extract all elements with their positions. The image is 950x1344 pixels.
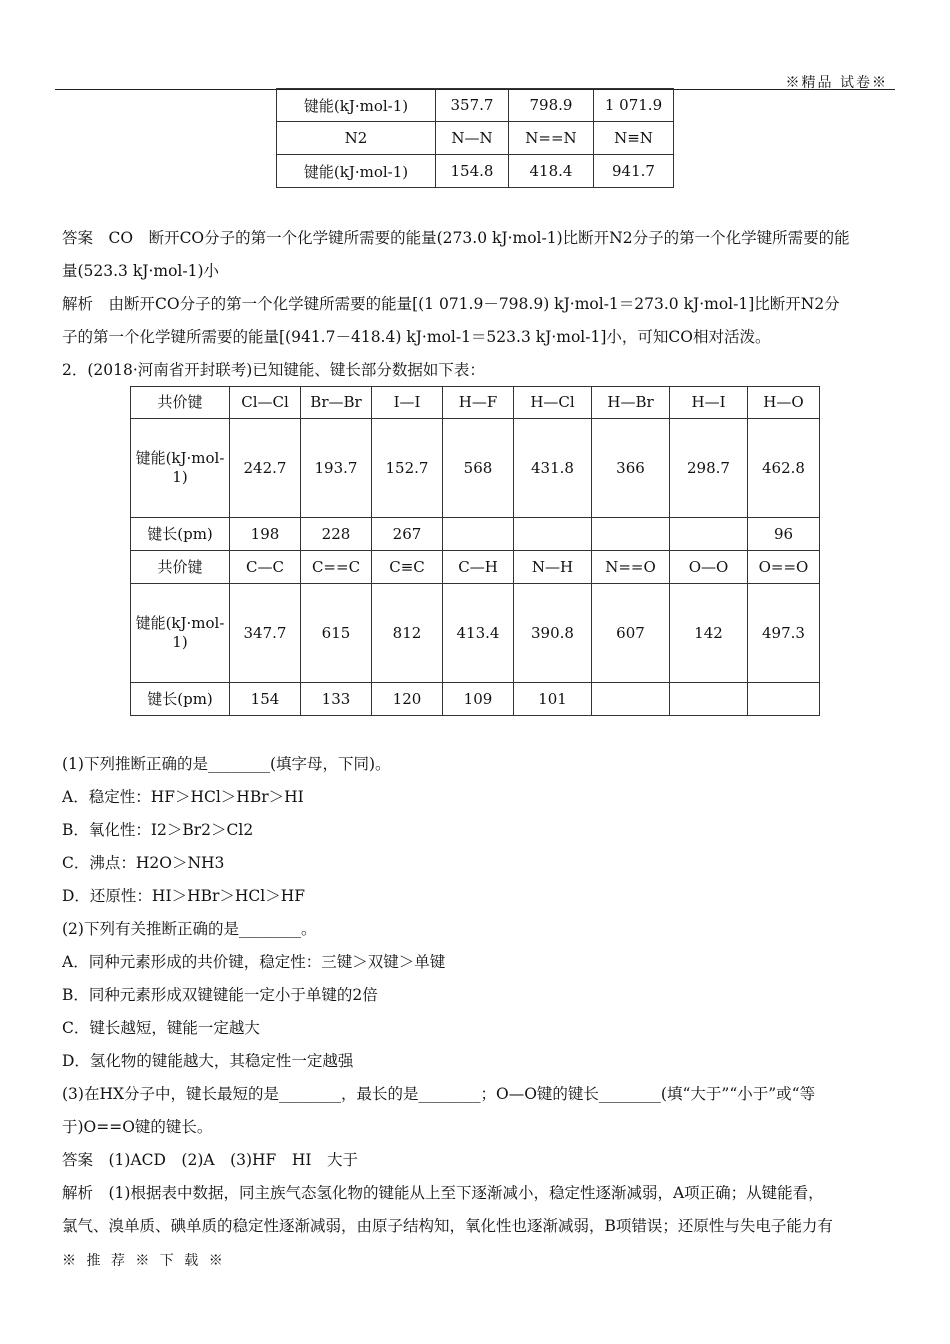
part-1-option-d: D．还原性：HI＞HBr＞HCl＞HF	[62, 887, 305, 905]
table-cell: 193.7	[301, 419, 372, 518]
table-cell: 键能(kJ·mol-1)	[131, 584, 230, 683]
table-cell: 798.9	[509, 89, 594, 122]
table-cell: Cl—Cl	[230, 387, 301, 419]
table-cell	[670, 683, 748, 716]
table-row	[277, 89, 674, 122]
table-cell: 568	[443, 419, 514, 518]
table-cell: 390.8	[514, 584, 592, 683]
table-cell: 154.8	[436, 155, 509, 188]
table-row	[277, 155, 674, 188]
answer-2: 答案 (1)ACD (2)A (3)HF HI 大于	[62, 1151, 358, 1169]
table-cell: N==N	[509, 122, 594, 155]
part-1-option-a: A．稳定性：HF＞HCl＞HBr＞HI	[62, 788, 304, 806]
table-cell: 413.4	[443, 584, 514, 683]
table-cell: 431.8	[514, 419, 592, 518]
table-cell: 228	[301, 518, 372, 551]
table-cell: H—F	[443, 387, 514, 419]
bond-energy-table-1	[276, 88, 674, 188]
table-cell: 366	[592, 419, 670, 518]
analysis-2-line-1: 解析 (1)根据表中数据，同主族气态氢化物的键能从上至下逐渐减小，稳定性逐渐减弱，A项正确；从键能看，	[62, 1184, 824, 1202]
table-row	[131, 387, 820, 419]
table-cell	[514, 518, 592, 551]
table-cell: 941.7	[594, 155, 674, 188]
table-cell: I—I	[372, 387, 443, 419]
table-cell: 357.7	[436, 89, 509, 122]
table-cell: 1 071.9	[594, 89, 674, 122]
table-cell	[748, 683, 820, 716]
part-1-stem: (1)下列推断正确的是________(填字母，下同)。	[62, 755, 391, 773]
table-cell	[592, 683, 670, 716]
table-cell	[670, 518, 748, 551]
page-footer: ※ 推 荐 ※ 下 载 ※	[62, 1253, 226, 1269]
table-cell: C≡C	[372, 551, 443, 584]
table-cell: 键长(pm)	[131, 683, 230, 716]
table-cell: 242.7	[230, 419, 301, 518]
part-2-stem: (2)下列有关推断正确的是________。	[62, 920, 317, 938]
table-cell: 812	[372, 584, 443, 683]
table-cell: 133	[301, 683, 372, 716]
table-row	[277, 122, 674, 155]
table-cell: 198	[230, 518, 301, 551]
table-cell: 共价键	[131, 551, 230, 584]
question-2-title: 2．(2018·河南省开封联考)已知键能、键长部分数据如下表：	[62, 361, 485, 379]
table-cell: 键能(kJ·mol-1)	[277, 155, 436, 188]
table-cell: 键能(kJ·mol-1)	[131, 419, 230, 518]
table-cell: 120	[372, 683, 443, 716]
table-cell: 键能(kJ·mol-1)	[277, 89, 436, 122]
part-2-option-d: D．氢化物的键能越大，其稳定性一定越强	[62, 1052, 354, 1070]
table-row	[131, 683, 820, 716]
table-cell: N≡N	[594, 122, 674, 155]
table-row	[131, 518, 820, 551]
table-cell: H—I	[670, 387, 748, 419]
table-cell: 267	[372, 518, 443, 551]
table-cell: N==O	[592, 551, 670, 584]
table-cell: 109	[443, 683, 514, 716]
table-cell: C==C	[301, 551, 372, 584]
table-cell: 96	[748, 518, 820, 551]
table-cell: Br—Br	[301, 387, 372, 419]
part-1-option-b: B．氧化性：I2＞Br2＞Cl2	[62, 821, 254, 839]
page-header: ※精品 试卷※	[785, 75, 888, 91]
table-cell: N2	[277, 122, 436, 155]
part-2-option-a: A．同种元素形成的共价键，稳定性：三键＞双键＞单键	[62, 953, 446, 971]
table-row	[131, 419, 820, 518]
table-row	[131, 584, 820, 683]
table-cell: 298.7	[670, 419, 748, 518]
table-cell: C—C	[230, 551, 301, 584]
table-cell: 418.4	[509, 155, 594, 188]
table-cell: 142	[670, 584, 748, 683]
answer-1-line-2: 量(523.3 kJ·mol-1)小	[62, 262, 220, 280]
table-cell	[592, 518, 670, 551]
analysis-1-line-2: 子的第一个化学键所需要的能量[(941.7－418.4) kJ·mol-1＝523.3 kJ·mol-1]小，可知CO相对活泼。	[62, 328, 771, 346]
analysis-1-line-1: 解析 由断开CO分子的第一个化学键所需要的能量[(1 071.9－798.9) kJ·mol-1＝273.0 kJ·mol-1]比断开N2分	[62, 295, 840, 313]
table-cell: H—Br	[592, 387, 670, 419]
table-cell: 101	[514, 683, 592, 716]
table-cell	[443, 518, 514, 551]
table-cell: C—H	[443, 551, 514, 584]
table-cell: 键长(pm)	[131, 518, 230, 551]
part-2-option-b: B．同种元素形成双键键能一定小于单键的2倍	[62, 986, 378, 1004]
table-cell: 497.3	[748, 584, 820, 683]
analysis-2-line-2: 氯气、溴单质、碘单质的稳定性逐渐减弱，由原子结构知，氧化性也逐渐减弱，B项错误；还原性与失电子能力有	[62, 1217, 833, 1235]
table-cell: 共价键	[131, 387, 230, 419]
table-cell: 615	[301, 584, 372, 683]
table-cell: O—O	[670, 551, 748, 584]
part-3-line-1: (3)在HX分子中，键长最短的是________，最长的是________；O—O键的键长________(填“大于”“小于”或“等	[62, 1085, 816, 1103]
table-cell: N—H	[514, 551, 592, 584]
answer-1-line-1: 答案 CO 断开CO分子的第一个化学键所需要的能量(273.0 kJ·mol-1)比断开N2分子的第一个化学键所需要的能	[62, 229, 850, 247]
table-cell: 154	[230, 683, 301, 716]
table-cell: 347.7	[230, 584, 301, 683]
table-cell: 462.8	[748, 419, 820, 518]
table-row	[131, 551, 820, 584]
part-2-option-c: C．键长越短，键能一定越大	[62, 1019, 260, 1037]
table-cell: N—N	[436, 122, 509, 155]
bond-data-table-2	[130, 386, 820, 716]
table-cell: 152.7	[372, 419, 443, 518]
table-cell: 607	[592, 584, 670, 683]
part-1-option-c: C．沸点：H2O＞NH3	[62, 854, 225, 872]
table-cell: O==O	[748, 551, 820, 584]
table-cell: H—Cl	[514, 387, 592, 419]
part-3-line-2: 于)O==O键的键长。	[62, 1118, 213, 1136]
table-cell: H—O	[748, 387, 820, 419]
